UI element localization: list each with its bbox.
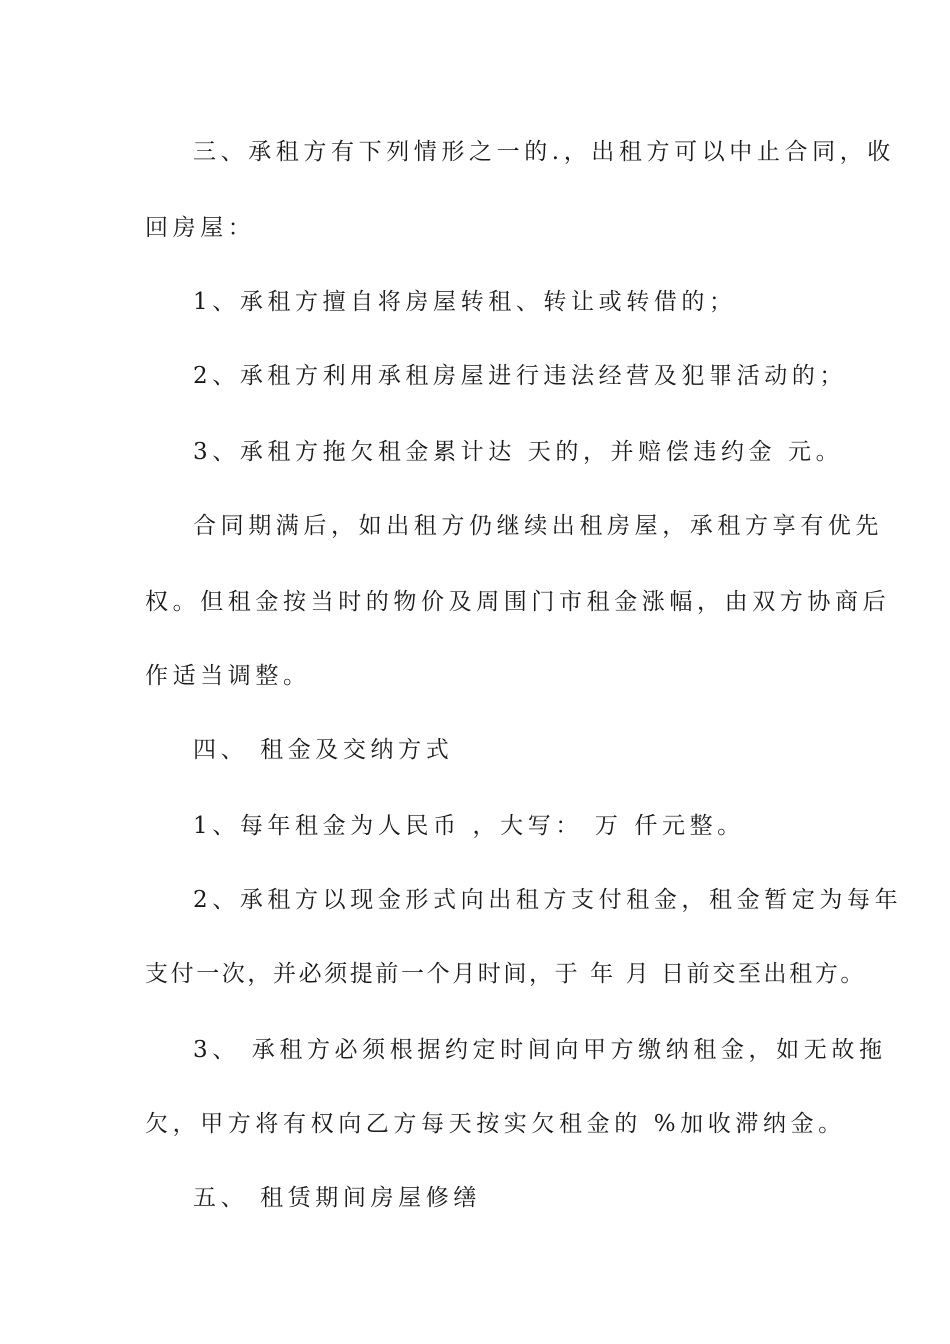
renewal-paragraph-line-3: 作适当调整。 (145, 663, 311, 689)
section-4-item-2-line-1: 2、承租方以现金形式向出租方支付租金，租金暂定为每年 (193, 887, 903, 913)
clause-3-item-2: 2、承租方利用承租房屋进行违法经营及犯罪活动的； (193, 363, 848, 389)
section-4-item-3-line-2: 欠，甲方将有权向乙方每天按实欠租金的 %加收滞纳金。 (145, 1111, 846, 1137)
clause-3-heading-line-1: 三、承租方有下列情形之一的.，出租方可以中止合同，收 (193, 139, 895, 165)
section-4-heading: 四、 租金及交纳方式 (193, 737, 454, 763)
section-4-item-1: 1、每年租金为人民币 ，大写： 万 仟元整。 (193, 813, 745, 839)
clause-3-heading-line-2: 回房屋： (145, 215, 256, 241)
renewal-paragraph-line-2: 权。但租金按当时的物价及周围门市租金涨幅，由双方协商后 (145, 589, 891, 615)
section-5-heading: 五、 租赁期间房屋修缮 (193, 1185, 481, 1211)
renewal-paragraph-line-1: 合同期满后，如出租方仍继续出租房屋，承租方享有优先 (193, 513, 883, 539)
clause-3-item-3: 3、承租方拖欠租金累计达 天的，并赔偿违约金 元。 (193, 439, 844, 465)
section-4-item-2-line-2: 支付一次，并必须提前一个月时间，于 年 月 日前交至出租方。 (145, 961, 866, 987)
clause-3-item-1: 1、承租方擅自将房屋转租、转让或转借的； (193, 289, 737, 315)
section-4-item-3-line-1: 3、 承租方必须根据约定时间向甲方缴纳租金，如无故拖 (193, 1037, 887, 1063)
